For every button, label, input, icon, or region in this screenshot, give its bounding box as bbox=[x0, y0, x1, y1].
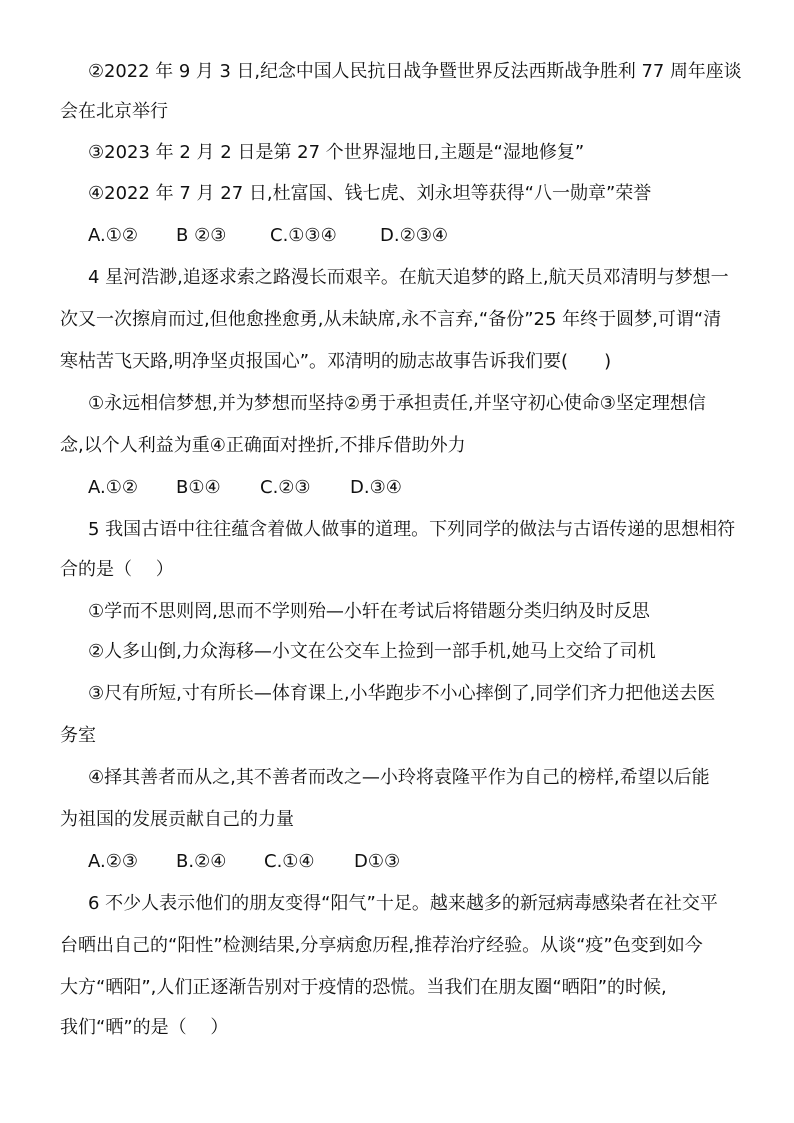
q5-item3-line2: 务室 bbox=[60, 725, 96, 746]
q3-option-c: C.①③④ bbox=[270, 225, 337, 246]
q3-option-b: B ②③ bbox=[176, 225, 227, 246]
q5-item2: ②人多山倒,力众海移—小文在公交车上捡到一部手机,她马上交给了司机 bbox=[88, 641, 656, 662]
q5-option-b: B.②④ bbox=[176, 851, 227, 872]
q3-item2-line2: 会在北京举行 bbox=[60, 101, 168, 122]
q3-item3: ③2023 年 2 月 2 日是第 27 个世界湿地日,主题是“湿地修复” bbox=[88, 142, 585, 163]
q6-stem-line4: 我们“晒”的是（ ） bbox=[60, 1017, 229, 1038]
q6-stem-line2: 台晒出自己的“阳性”检测结果,分享病愈历程,推荐治疗经验。从谈“疫”色变到如今 bbox=[60, 935, 703, 956]
q4-option-c: C.②③ bbox=[260, 477, 311, 498]
q5-option-d: D①③ bbox=[354, 851, 401, 872]
q3-option-d: D.②③④ bbox=[380, 225, 448, 246]
q4-items-line1: ①永远相信梦想,并为梦想而坚持②勇于承担责任,并坚守初心使命③坚定理想信 bbox=[88, 393, 706, 414]
q3-item2-line1: ②2022 年 9 月 3 日,纪念中国人民抗日战争暨世界反法西斯战争胜利 77 周年座谈 bbox=[88, 61, 742, 82]
q5-stem-line1: 5 我国古语中往往蕴含着做人做事的道理。下列同学的做法与古语传递的思想相符 bbox=[88, 519, 736, 540]
q3-item4: ④2022 年 7 月 27 日,杜富国、钱七虎、刘永坦等获得“八一勋章”荣誉 bbox=[88, 183, 652, 204]
q3-option-a: A.①② bbox=[88, 225, 138, 246]
q4-option-b: B①④ bbox=[176, 477, 221, 498]
q4-stem-line1: 4 星河浩渺,追逐求索之路漫长而艰辛。在航天追梦的路上,航天员邓清明与梦想一 bbox=[88, 267, 729, 288]
q5-item4-line1: ④择其善者而从之,其不善者而改之—小玲将袁隆平作为自己的榜样,希望以后能 bbox=[88, 767, 710, 788]
q4-stem-line3: 寒枯苦飞天路,明净坚贞报国心”。邓清明的励志故事告诉我们要( ) bbox=[60, 351, 612, 372]
q5-option-c: C.①④ bbox=[264, 851, 315, 872]
q6-stem-line3: 大方“晒阳”,人们正逐渐告别对于疫情的恐慌。当我们在朋友圈“晒阳”的时候, bbox=[60, 977, 667, 998]
q3-options bbox=[88, 224, 448, 248]
q4-options bbox=[88, 476, 402, 500]
q4-items-line2: 念,以个人利益为重④正确面对挫折,不排斥借助外力 bbox=[60, 435, 466, 456]
q5-option-a: A.②③ bbox=[88, 851, 138, 872]
q4-stem-line2: 次又一次擦肩而过,但他愈挫愈勇,从未缺席,永不言弃,“备份”25 年终于圆梦,可谓“清 bbox=[60, 309, 722, 330]
q5-item1: ①学而不思则罔,思而不学则殆—小轩在考试后将错题分类归纳及时反思 bbox=[88, 601, 650, 622]
q6-stem-line1: 6 不少人表示他们的朋友变得“阳气”十足。越来越多的新冠病毒感染者在社交平 bbox=[88, 893, 718, 914]
q5-item3-line1: ③尺有所短,寸有所长—体育课上,小华跑步不小心摔倒了,同学们齐力把他送去医 bbox=[88, 683, 716, 704]
q5-item4-line2: 为祖国的发展贡献自己的力量 bbox=[60, 809, 294, 830]
q5-stem-line2: 合的是（ ） bbox=[60, 559, 174, 580]
q4-option-d: D.③④ bbox=[350, 477, 402, 498]
q5-options bbox=[88, 850, 400, 874]
q4-option-a: A.①② bbox=[88, 477, 138, 498]
